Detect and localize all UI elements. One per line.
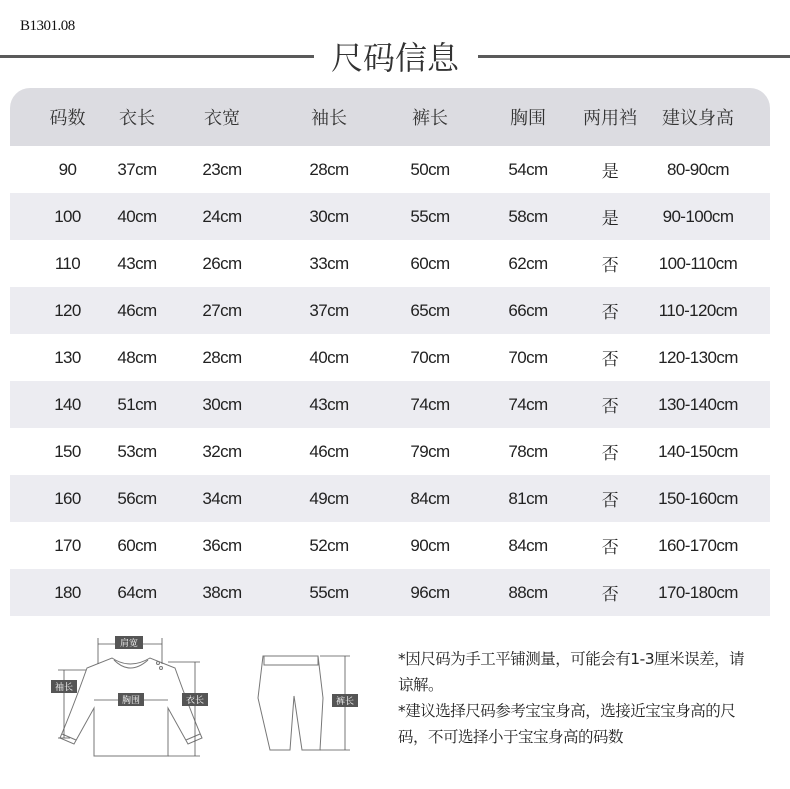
cell-crotch: 否 bbox=[601, 585, 619, 604]
table-row bbox=[10, 475, 770, 522]
table-row bbox=[10, 146, 770, 193]
cell-width: 30cm bbox=[202, 394, 242, 414]
cell-length: 60cm bbox=[117, 535, 157, 555]
cell-sleeve: 55cm bbox=[309, 582, 349, 602]
cell-pants-length: 55cm bbox=[410, 206, 450, 226]
header-crotch: 两用裆 bbox=[583, 108, 637, 129]
cell-size: 160 bbox=[54, 488, 81, 508]
cell-size: 130 bbox=[54, 347, 81, 367]
cell-length: 64cm bbox=[117, 582, 157, 602]
cell-chest: 70cm bbox=[508, 347, 548, 367]
cell-size: 90 bbox=[58, 159, 77, 179]
cell-height: 80-90cm bbox=[667, 159, 729, 179]
header-height: 建议身高 bbox=[662, 108, 734, 129]
cell-crotch: 是 bbox=[601, 209, 619, 228]
cell-size: 140 bbox=[54, 394, 81, 414]
table-row bbox=[10, 381, 770, 428]
cell-size: 170 bbox=[54, 535, 81, 555]
cell-chest: 58cm bbox=[508, 206, 548, 226]
cell-chest: 78cm bbox=[508, 441, 548, 461]
length-label: 衣长 bbox=[185, 696, 205, 706]
table-row bbox=[10, 522, 770, 569]
cell-width: 28cm bbox=[202, 347, 242, 367]
table-row bbox=[10, 428, 770, 475]
cell-pants-length: 65cm bbox=[410, 300, 450, 320]
cell-size: 180 bbox=[54, 582, 81, 602]
cell-chest: 84cm bbox=[508, 535, 548, 555]
table-header bbox=[10, 88, 770, 146]
cell-sleeve: 43cm bbox=[309, 394, 349, 414]
cell-chest: 81cm bbox=[508, 488, 548, 508]
table-body bbox=[10, 146, 770, 616]
cell-crotch: 是 bbox=[601, 162, 619, 181]
cell-crotch: 否 bbox=[601, 538, 619, 557]
cell-sleeve: 33cm bbox=[309, 253, 349, 273]
title-divider-right bbox=[478, 55, 790, 58]
cell-pants-length: 60cm bbox=[410, 253, 450, 273]
cell-length: 53cm bbox=[117, 441, 157, 461]
cell-sleeve: 46cm bbox=[309, 441, 349, 461]
cell-length: 56cm bbox=[117, 488, 157, 508]
cell-width: 34cm bbox=[202, 488, 242, 508]
cell-width: 23cm bbox=[202, 159, 242, 179]
cell-crotch: 否 bbox=[601, 397, 619, 416]
cell-pants-length: 84cm bbox=[410, 488, 450, 508]
header-width: 衣宽 bbox=[204, 108, 240, 129]
cell-size: 150 bbox=[54, 441, 81, 461]
cell-sleeve: 40cm bbox=[309, 347, 349, 367]
cell-length: 48cm bbox=[117, 347, 157, 367]
chest-label: 胸围 bbox=[121, 696, 141, 706]
cell-height: 170-180cm bbox=[658, 582, 738, 602]
cell-height: 120-130cm bbox=[658, 347, 738, 367]
header-length: 衣长 bbox=[119, 108, 155, 129]
table-row bbox=[10, 240, 770, 287]
note-selection: *建议选择尺码参考宝宝身高，选接近宝宝身高的尺码，不可选择小于宝宝身高的码数 bbox=[398, 702, 736, 746]
cell-length: 37cm bbox=[117, 159, 157, 179]
table-row bbox=[10, 287, 770, 334]
cell-height: 150-160cm bbox=[658, 488, 738, 508]
cell-length: 51cm bbox=[117, 394, 157, 414]
cell-crotch: 否 bbox=[601, 444, 619, 463]
cell-length: 40cm bbox=[117, 206, 157, 226]
cell-length: 43cm bbox=[117, 253, 157, 273]
cell-sleeve: 37cm bbox=[309, 300, 349, 320]
cell-sleeve: 28cm bbox=[309, 159, 349, 179]
header-chest: 胸围 bbox=[510, 108, 546, 129]
size-table bbox=[10, 88, 770, 616]
cell-chest: 88cm bbox=[508, 582, 548, 602]
note-measurement: *因尺码为手工平铺测量，可能会有1-3厘米误差，请谅解。 bbox=[398, 650, 745, 694]
page-title: 尺码信息 bbox=[330, 39, 459, 77]
cell-width: 32cm bbox=[202, 441, 242, 461]
cell-height: 100-110cm bbox=[658, 253, 738, 273]
pants-length-label: 裤长 bbox=[335, 697, 355, 707]
cell-width: 26cm bbox=[202, 253, 242, 273]
cell-height: 90-100cm bbox=[662, 206, 734, 226]
cell-chest: 66cm bbox=[508, 300, 548, 320]
cell-sleeve: 52cm bbox=[309, 535, 349, 555]
cell-length: 46cm bbox=[117, 300, 157, 320]
header-sleeve: 袖长 bbox=[311, 108, 347, 129]
cell-pants-length: 74cm bbox=[410, 394, 450, 414]
cell-size: 110 bbox=[54, 253, 81, 273]
cell-height: 160-170cm bbox=[658, 535, 738, 555]
cell-width: 38cm bbox=[202, 582, 242, 602]
cell-size: 120 bbox=[54, 300, 81, 320]
table-row bbox=[10, 193, 770, 240]
cell-chest: 74cm bbox=[508, 394, 548, 414]
shirt-measurement-diagram bbox=[50, 630, 225, 760]
header-size: 码数 bbox=[49, 108, 86, 129]
cell-height: 130-140cm bbox=[658, 394, 738, 414]
cell-chest: 54cm bbox=[508, 159, 548, 179]
pants-measurement-diagram bbox=[248, 638, 368, 758]
table-row bbox=[10, 334, 770, 381]
cell-crotch: 否 bbox=[601, 350, 619, 369]
product-code: B1301.08 bbox=[20, 18, 75, 34]
cell-crotch: 否 bbox=[601, 303, 619, 322]
cell-width: 36cm bbox=[202, 535, 242, 555]
cell-height: 140-150cm bbox=[658, 441, 738, 461]
shoulder-label: 肩宽 bbox=[119, 639, 139, 649]
cell-crotch: 否 bbox=[601, 491, 619, 510]
cell-pants-length: 79cm bbox=[410, 441, 450, 461]
cell-size: 100 bbox=[54, 206, 81, 226]
cell-width: 24cm bbox=[202, 206, 242, 226]
cell-pants-length: 50cm bbox=[410, 159, 450, 179]
size-notes bbox=[398, 646, 758, 750]
cell-sleeve: 49cm bbox=[309, 488, 349, 508]
cell-sleeve: 30cm bbox=[309, 206, 349, 226]
cell-pants-length: 90cm bbox=[410, 535, 450, 555]
title-divider-left bbox=[0, 55, 314, 58]
cell-pants-length: 96cm bbox=[410, 582, 450, 602]
cell-width: 27cm bbox=[202, 300, 242, 320]
sleeve-label: 袖长 bbox=[54, 683, 74, 693]
header-pants-length: 裤长 bbox=[412, 108, 448, 129]
table-row bbox=[10, 569, 770, 616]
cell-height: 110-120cm bbox=[658, 300, 738, 320]
cell-crotch: 否 bbox=[601, 256, 619, 275]
cell-pants-length: 70cm bbox=[410, 347, 450, 367]
cell-chest: 62cm bbox=[508, 253, 548, 273]
